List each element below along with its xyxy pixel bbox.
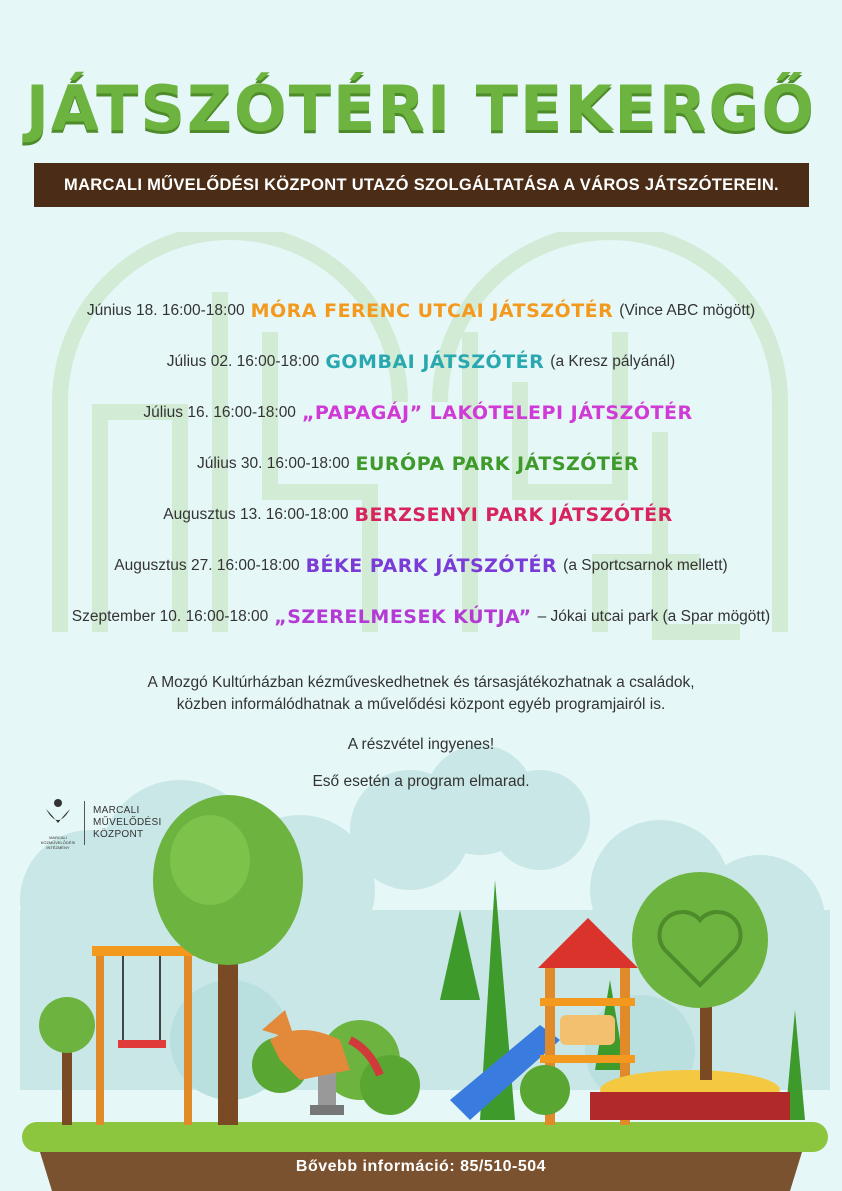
logo-small-line: INTÉZMÉNY <box>46 845 70 850</box>
event-list <box>0 285 842 642</box>
event-date: Július 30. 16:00-18:00 <box>196 454 350 472</box>
event-venue: BÉKE PARK JÁTSZÓTÉR <box>305 554 558 577</box>
event-venue: GOMBAI JÁTSZÓTÉR <box>325 350 545 373</box>
organization-logo <box>40 795 162 850</box>
tree-trunk <box>218 940 238 1125</box>
heart-person-icon <box>40 795 76 835</box>
logo-text <box>93 805 162 841</box>
event-date: Július 16. 16:00-18:00 <box>143 403 296 421</box>
logo-line: MŰVELŐDÉSI <box>93 816 162 828</box>
event-venue: „PAPAGÁJ” LAKÓTELEPI JÁTSZÓTÉR <box>301 401 693 424</box>
event-venue: MÓRA FERENC UTCAI JÁTSZÓTÉR <box>250 299 614 322</box>
event-note: (Vince ABC mögött) <box>619 301 756 319</box>
sandbox <box>590 1070 790 1120</box>
footer-contact: Bővebb információ: 85/510-504 <box>295 1158 547 1175</box>
event-row <box>0 387 842 438</box>
event-venue: BERZSENYI PARK JÁTSZÓTÉR <box>354 503 673 526</box>
info-line-2: közben informálódhatnak a művelődési központ egyéb programjairól is. <box>176 696 666 713</box>
logo-line: MARCALI <box>93 804 140 816</box>
logo-line: KÖZPONT <box>93 828 144 840</box>
event-row <box>0 591 842 642</box>
event-row <box>0 489 842 540</box>
event-row <box>0 285 842 336</box>
event-date: Július 02. 16:00-18:00 <box>166 352 320 370</box>
event-row <box>0 438 842 489</box>
event-note: (a Sportcsarnok mellett) <box>563 556 728 574</box>
logo-emblem <box>40 795 76 850</box>
event-venue: „SZERELMESEK KÚTJA” <box>274 605 532 628</box>
page-title: JÁTSZÓTÉRI TEKERGŐ <box>25 72 817 145</box>
rain-notice-text: Eső esetén a program elmarad. <box>312 773 530 790</box>
info-line-1: A Mozgó Kultúrházban kézműveskedhetnek és társasjátékozhatnak a családok, <box>147 674 695 691</box>
event-date: Augusztus 27. 16:00-18:00 <box>114 556 300 574</box>
logo-small-line: KÖZMŰVELŐDÉSI <box>40 840 76 845</box>
logo-small-line: MARCALI <box>49 835 67 840</box>
event-row <box>0 540 842 591</box>
free-entry-text: A részvétel ingyenes! <box>347 736 495 753</box>
subtitle-bar <box>34 163 809 207</box>
grass-strip <box>22 1122 828 1152</box>
event-date: Szeptember 10. 16:00-18:00 <box>71 607 269 625</box>
event-note: (a Kresz pályánál) <box>550 352 676 370</box>
event-note: – Jókai utcai park (a Spar mögött) <box>537 607 771 625</box>
logo-divider <box>84 801 85 845</box>
info-text-block <box>0 672 842 716</box>
event-venue: EURÓPA PARK JÁTSZÓTÉR <box>355 452 640 475</box>
event-date: Június 18. 16:00-18:00 <box>86 301 245 319</box>
event-date: Augusztus 13. 16:00-18:00 <box>163 505 349 523</box>
logo-small-text <box>41 835 75 850</box>
subtitle-text: MARCALI MŰVELŐDÉSI KÖZPONT UTAZÓ SZOLGÁLTATÁSA A VÁROS JÁTSZÓTEREIN. <box>64 175 779 194</box>
event-row <box>0 336 842 387</box>
